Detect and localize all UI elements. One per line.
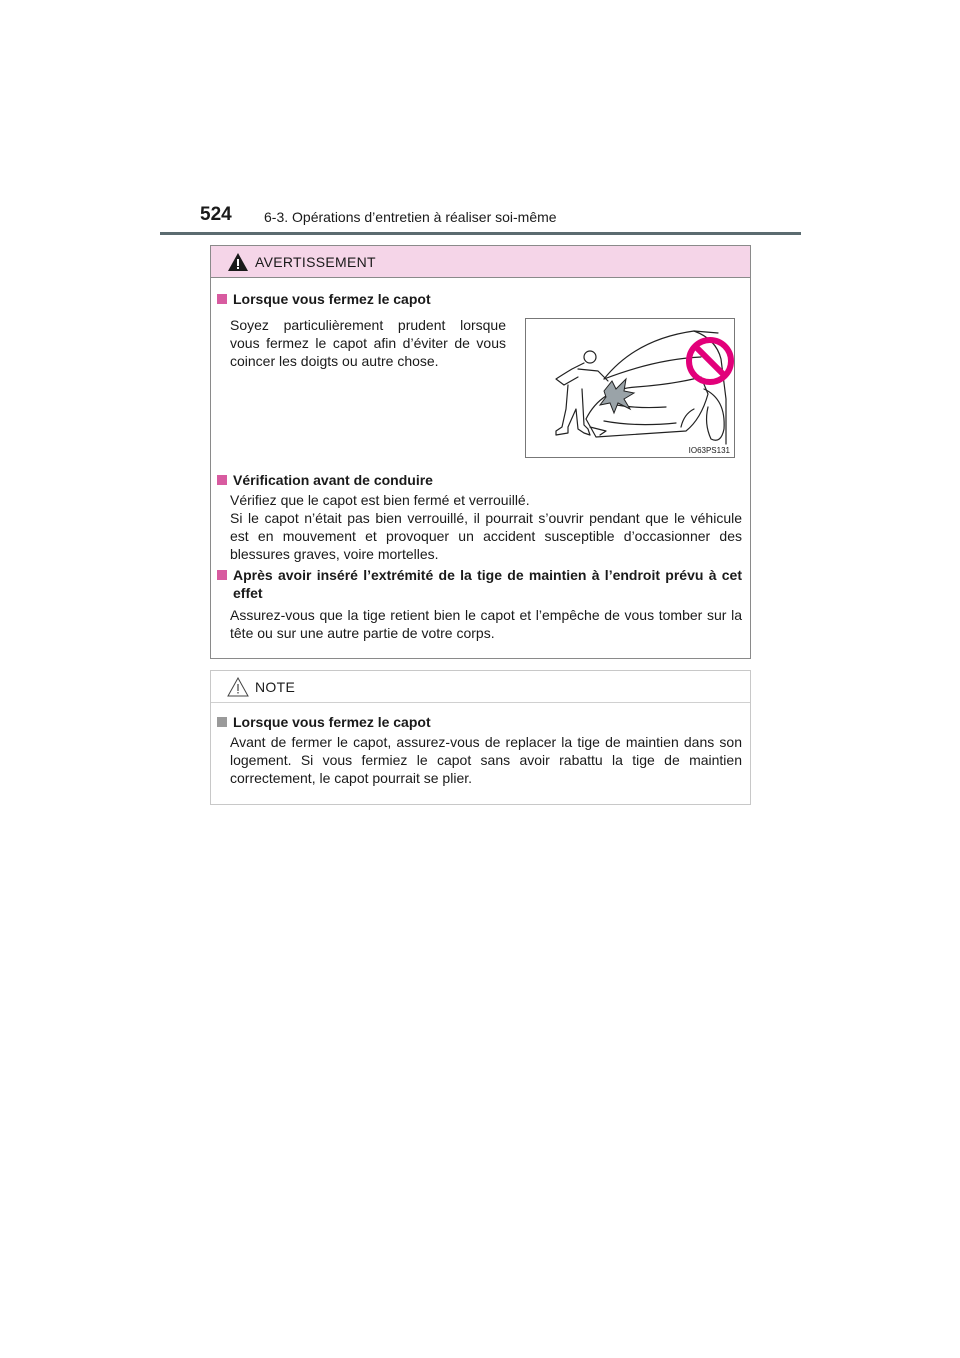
header-divider <box>160 232 801 235</box>
item-body: Vérifiez que le capot est bien fermé et verrouillé. <box>230 492 530 508</box>
warning-item-check-before-driving <box>217 471 742 563</box>
note-item-hood-closing <box>217 713 742 787</box>
warning-header <box>211 246 750 278</box>
item-body: Si le capot n’était pas bien verrouillé, il pourrait s’ouvrir pendant que le véhicule est en mouvement et provoquer un accident susceptible d’occasionner des blessures graves, voire mortelles. <box>230 510 742 562</box>
warning-box <box>210 245 751 659</box>
bullet-square-icon <box>217 475 227 485</box>
note-header <box>211 671 750 703</box>
warning-item-hood-closing <box>217 290 742 308</box>
warning-label: AVERTISSEMENT <box>255 254 376 270</box>
item-body: Avant de fermer le capot, assurez-vous de replacer la tige de maintien dans son logement. Si vous fermiez le capot sans avoir rabattu la tige de maintien correctement, le capot pourrait se plier. <box>230 734 742 786</box>
item-title: Lorsque vous fermez le capot <box>233 714 431 730</box>
page-header <box>160 200 800 236</box>
page-number: 524 <box>200 204 232 225</box>
warning-item-support-rod <box>217 566 742 642</box>
item-title: Vérification avant de conduire <box>233 472 433 488</box>
item-title: Après avoir inséré l’extrémité de la tige de maintien à l’endroit prévu à cet effet <box>233 567 742 601</box>
hood-closing-illustration <box>525 318 735 458</box>
bullet-square-icon <box>217 717 227 727</box>
note-box <box>210 670 751 805</box>
figure-id: IO63PS131 <box>688 446 730 455</box>
caution-triangle-icon <box>227 677 249 697</box>
warning-triangle-icon <box>227 252 249 272</box>
person-closing-hood-image <box>526 319 734 457</box>
note-label: NOTE <box>255 679 296 695</box>
section-title: 6-3. Opérations d’entretien à réaliser soi-même <box>264 209 557 225</box>
item-body: Soyez particulièrement prudent lorsque vous fermez le capot afin d’éviter de vous coincer les doigts ou autre chose. <box>230 317 506 369</box>
bullet-square-icon <box>217 294 227 304</box>
item-title: Lorsque vous fermez le capot <box>233 291 431 307</box>
bullet-square-icon <box>217 570 227 580</box>
item-body: Assurez-vous que la tige retient bien le capot et l’empêche de vous tomber sur la tête ou sur une autre partie de votre corps. <box>230 607 742 641</box>
